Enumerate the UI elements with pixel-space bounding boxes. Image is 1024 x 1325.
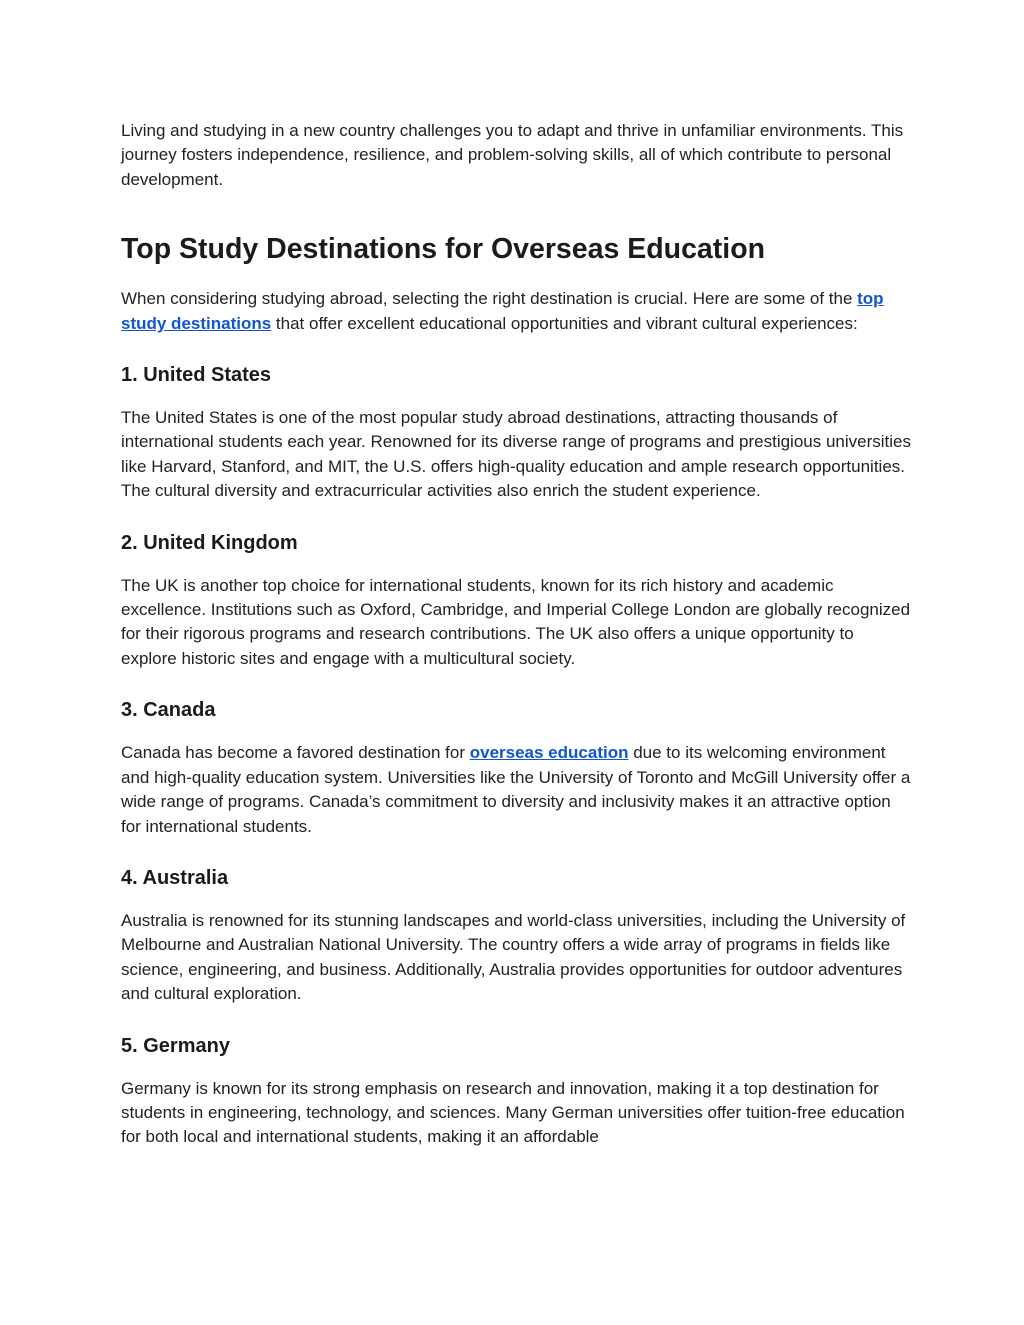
section-body-germany: Germany is known for its strong emphasis on research and innovation, making it a top destination for students in engineering, technology, and sciences. Many German universities offer tuition-free education for both local and international students, making it an affordable	[121, 1078, 905, 1147]
section-body-united-states: The United States is one of the most popular study abroad destinations, attracting thousands of international students each year. Renowned for its diverse range of programs and prestigious universities like Harvard, Stanford, and MIT, the U.S. offers high-quality education and ample research opportunities. The cultural diversity and extracurricular activities also enrich the student experience.	[121, 408, 911, 501]
lead-text-after: that offer excellent educational opportunities and vibrant cultural experiences:	[271, 313, 858, 333]
section-heading-germany: 5. Germany	[121, 1034, 230, 1057]
canada-text-after: due to its welcoming environment and high-quality education system. Universities like the University of Toronto and McGill University offer a wide range of programs. Canada’s commitment to diversity and inclusivity makes it an attractive option for international students.	[121, 743, 911, 836]
document-page	[121, 119, 911, 1150]
page-title: Top Study Destinations for Overseas Education	[121, 233, 766, 266]
section-heading-united-states: 1. United States	[121, 364, 272, 387]
section-heading-australia: 4. Australia	[121, 866, 229, 889]
section-body-united-kingdom: The UK is another top choice for international students, known for its rich history and academic excellence. Institutions such as Oxford, Cambridge, and Imperial College London are globally recognized for their rigorous programs and research contributions. The UK also offers a unique opportunity to explore historic sites and engage with a multicultural society.	[121, 575, 911, 668]
lead-text-before: When considering studying abroad, selecting the right destination is crucial. Here are some of the	[121, 289, 858, 309]
section-body-canada	[121, 741, 911, 839]
top-study-destinations-link[interactable]: top study destinations	[121, 289, 884, 333]
section-heading-canada: 3. Canada	[121, 699, 216, 722]
intro-paragraph: Living and studying in a new country challenges you to adapt and thrive in unfamiliar environments. This journey fosters independence, resilience, and problem-solving skills, all of which contribute to personal development.	[121, 121, 904, 189]
overseas-education-link[interactable]: overseas education	[469, 743, 629, 763]
lead-paragraph	[121, 287, 911, 336]
section-heading-united-kingdom: 2. United Kingdom	[121, 531, 298, 554]
section-body-australia: Australia is renowned for its stunning landscapes and world-class universities, including the University of Melbourne and Australian National University. The country offers a wide array of programs in fields like science, engineering, and business. Additionally, Australia provides opportunities for outdoor adventures and cultural exploration.	[121, 910, 906, 1004]
canada-text-before: Canada has become a favored destination for	[121, 743, 470, 763]
